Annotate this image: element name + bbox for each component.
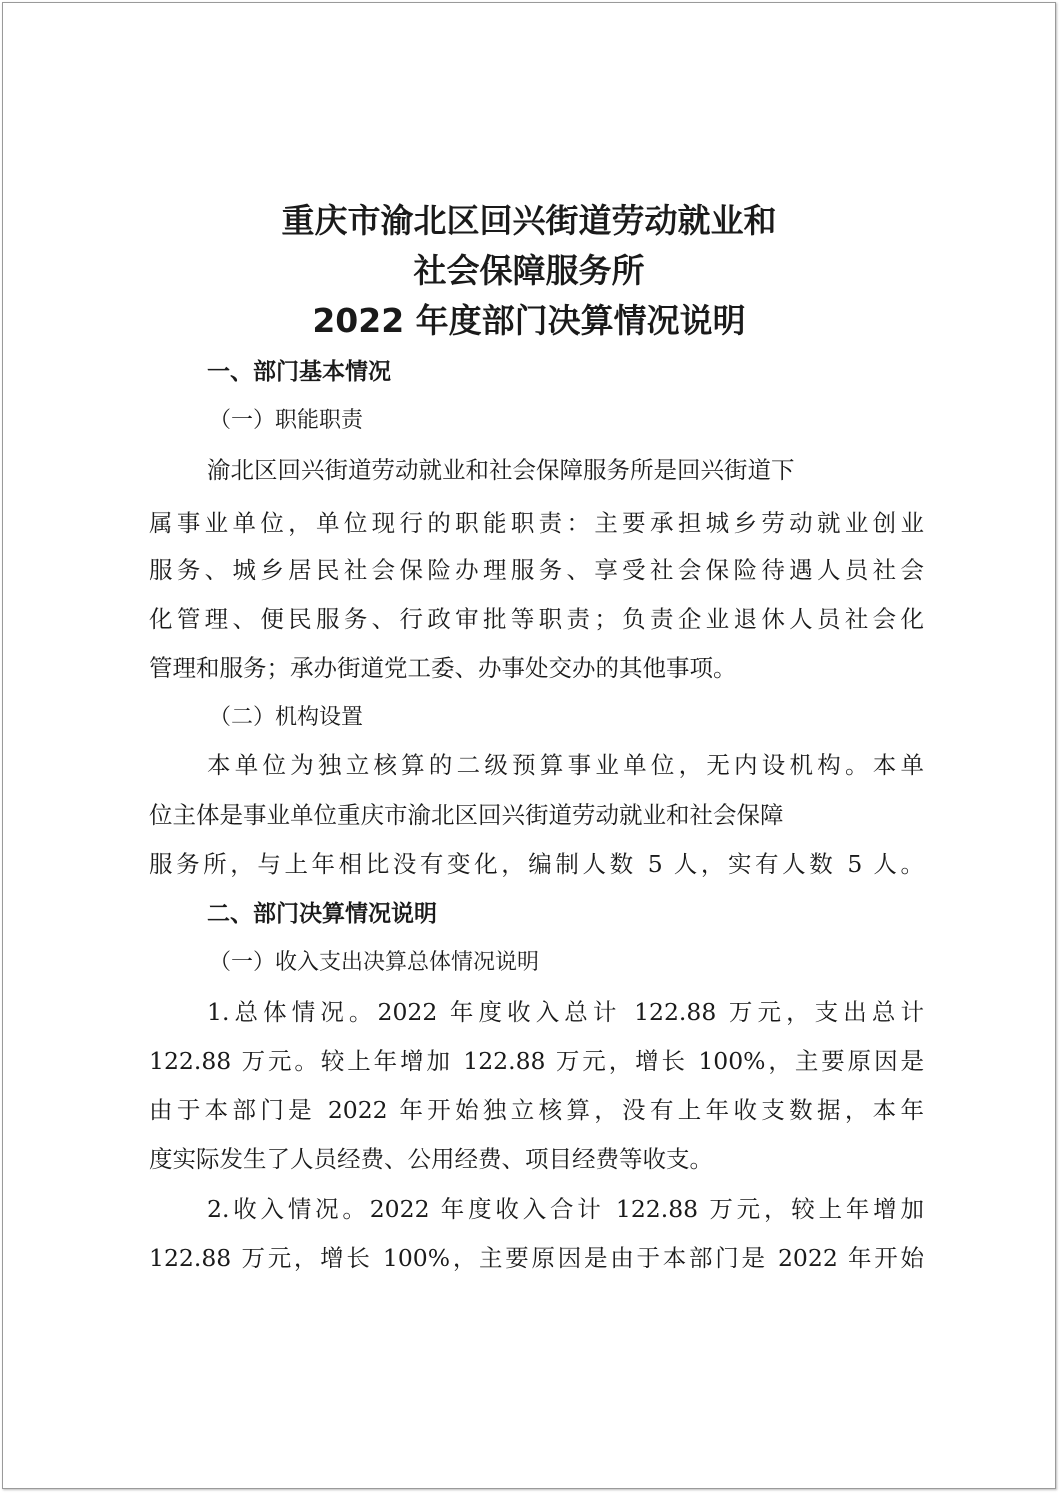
paragraph-line: 本单位为独立核算的二级预算事业单位，无内设机构。本单	[207, 751, 924, 779]
section-1-sub-2-heading: （二）机构设置	[209, 705, 364, 730]
paragraph-line: 渝北区回兴街道劳动就业和社会保障服务所是回兴街道下	[207, 456, 795, 484]
document-page	[2, 2, 1056, 1489]
title-line-1: 重庆市渝北区回兴街道劳动就业和	[281, 201, 777, 240]
paragraph-line: 服务、城乡居民社会保险办理服务、享受社会保险待遇人员社会	[149, 556, 924, 584]
section-1-heading: 一、部门基本情况	[207, 359, 391, 385]
paragraph-line: 服务所，与上年相比没有变化，编制人数 5 人，实有人数 5 人。	[149, 850, 924, 878]
paragraph-line: 度实际发生了人员经费、公用经费、项目经费等收支。	[149, 1145, 713, 1173]
section-2-sub-1-heading: （一）收入支出决算总体情况说明	[209, 950, 540, 975]
paragraph-line: 122.88 万元。较上年增加 122.88 万元，增长 100%，主要原因是	[149, 1047, 924, 1075]
section-2-heading: 二、部门决算情况说明	[207, 901, 437, 927]
paragraph-line: 属事业单位，单位现行的职能职责：主要承担城乡劳动就业创业	[149, 509, 924, 537]
paragraph-line: 122.88 万元，增长 100%，主要原因是由于本部门是 2022 年开始	[149, 1244, 924, 1272]
paragraph-line: 2.收入情况。2022 年度收入合计 122.88 万元，较上年增加	[207, 1195, 924, 1223]
title-line-2: 社会保障服务所	[413, 251, 645, 290]
paragraph-line: 1.总体情况。2022 年度收入总计 122.88 万元，支出总计	[207, 998, 924, 1026]
paragraph-line: 管理和服务；承办街道党工委、办事处交办的其他事项。	[149, 654, 737, 682]
paragraph-line: 位主体是事业单位重庆市渝北区回兴街道劳动就业和社会保障	[149, 801, 784, 829]
section-1-sub-1-heading: （一）职能职责	[209, 408, 364, 433]
paragraph-line: 化管理、便民服务、行政审批等职责；负责企业退休人员社会化	[149, 605, 924, 633]
paragraph-line: 由于本部门是 2022 年开始独立核算，没有上年收支数据，本年	[149, 1096, 924, 1124]
title-line-3: 2022 年度部门决算情况说明	[312, 301, 746, 340]
